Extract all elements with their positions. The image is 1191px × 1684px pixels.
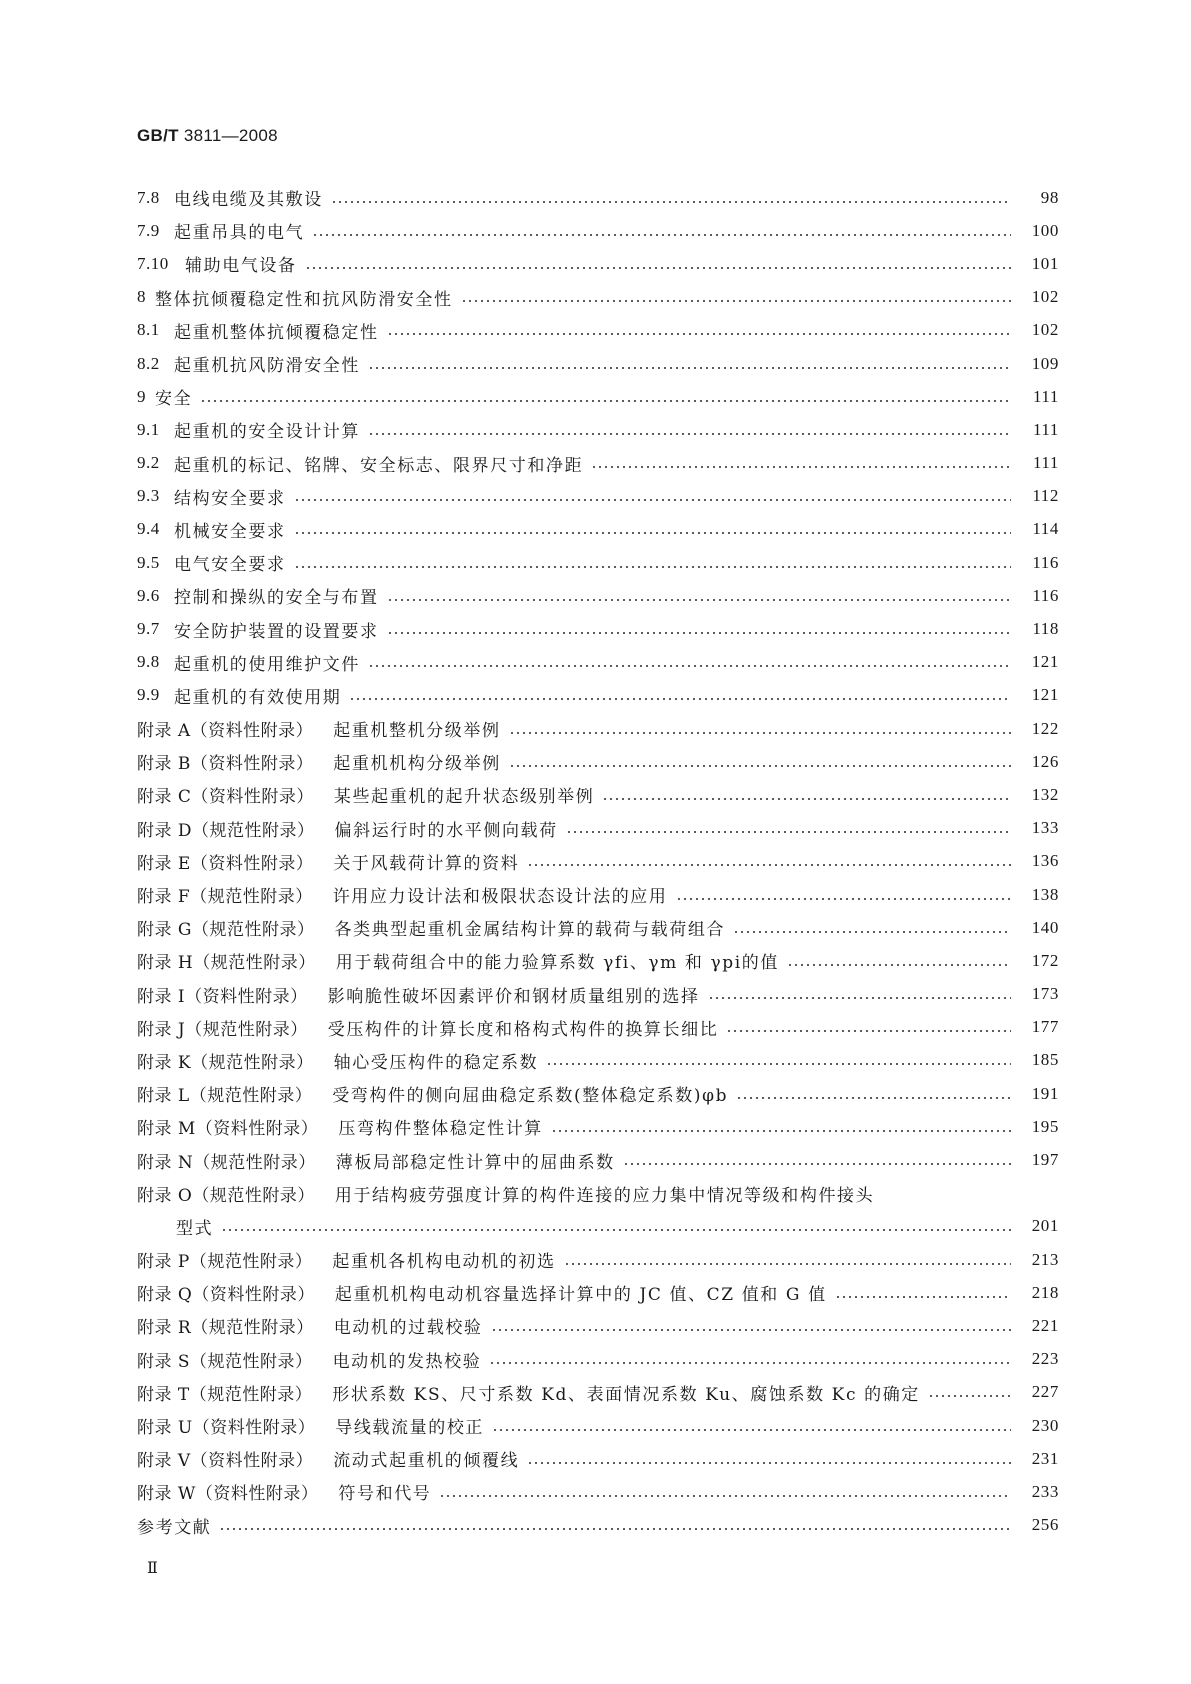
dot-leader [368, 433, 1011, 435]
toc-entry-number: 9.9 [137, 685, 160, 705]
toc-entry-page: 191 [1031, 1083, 1059, 1103]
toc-entry-title: 符号和代号 [338, 1484, 432, 1505]
toc-entry[interactable] [137, 978, 1059, 1011]
toc-entry-title: 控制和操纵的安全与布置 [174, 588, 379, 609]
toc-entry-title: 整体抗倾覆稳定性和抗风防滑安全性 [155, 289, 453, 310]
toc-entry[interactable] [137, 679, 1059, 712]
toc-entry-annex-label: 附录 C（资料性附录） [137, 787, 314, 808]
dot-leader [787, 964, 1011, 966]
toc-entry-number: 9.3 [137, 486, 160, 506]
toc-entry-number: 9.6 [137, 585, 160, 605]
toc-entry[interactable] [137, 413, 1059, 446]
toc-entry-title: 许用应力设计法和极限状态设计法的应用 [332, 887, 668, 908]
toc-entry-page: 230 [1031, 1415, 1059, 1435]
toc-entry-title: 参考文献 [137, 1517, 212, 1538]
toc-entry[interactable] [137, 447, 1059, 480]
dot-leader [387, 632, 1011, 634]
toc-entry-page: 227 [1031, 1382, 1059, 1402]
standard-number: 3811—2008 [183, 126, 278, 145]
toc-entry[interactable] [137, 812, 1059, 845]
dot-leader [726, 1030, 1011, 1032]
toc-entry-title: 偏斜运行时的水平侧向载荷 [334, 820, 558, 841]
toc-entry[interactable] [137, 181, 1059, 214]
toc-entry[interactable] [137, 1376, 1059, 1409]
toc-entry-page: 231 [1031, 1448, 1059, 1468]
toc-entry-page: 126 [1031, 751, 1059, 771]
toc-entry-annex-label: 附录 A（资料性附录） [137, 721, 314, 742]
toc-entry-page: 233 [1031, 1481, 1059, 1501]
toc-entry-number: 7.10 [137, 253, 169, 273]
toc-entry-annex-label: 附录 M（资料性附录） [137, 1119, 319, 1140]
toc-entry-page: 116 [1032, 552, 1059, 572]
toc-entry[interactable] [137, 1509, 1059, 1542]
page-number: Ⅱ [147, 1560, 158, 1577]
toc-entry[interactable] [137, 778, 1059, 811]
toc-entry-page: 138 [1031, 884, 1059, 904]
toc-entry-title: 安全 [155, 389, 193, 410]
toc-entry-page: 195 [1031, 1116, 1059, 1136]
toc-entry-title: 起重吊具的电气 [174, 223, 305, 244]
toc-entry[interactable] [137, 612, 1059, 645]
dot-leader [733, 931, 1011, 933]
dot-leader [491, 1329, 1011, 1331]
toc-entry-number: 9 [137, 386, 146, 406]
dot-leader [551, 1130, 1011, 1132]
toc-entry-annex-label: 附录 O（规范性附录） [137, 1185, 315, 1206]
toc-entry[interactable] [137, 247, 1059, 280]
toc-entry-title: 机械安全要求 [174, 521, 286, 542]
toc-entry[interactable] [137, 1409, 1059, 1442]
toc-entry-title: 形状系数 KS、尺寸系数 Kd、表面情况系数 Ku、腐蚀系数 Kc 的确定 [332, 1384, 920, 1405]
toc-entry[interactable] [137, 1011, 1059, 1044]
toc-entry-annex-label: 附录 P（规范性附录） [137, 1252, 313, 1273]
dot-leader [527, 864, 1011, 866]
toc-entry-page: 218 [1031, 1282, 1059, 1302]
toc-entry[interactable] [137, 281, 1059, 314]
toc-entry-number: 9.2 [137, 453, 160, 473]
dot-leader [331, 201, 1011, 203]
toc-entry-page: 118 [1032, 619, 1059, 639]
table-of-contents [137, 181, 1059, 1542]
toc-entry-title: 起重机整体抗倾覆稳定性 [174, 322, 379, 343]
toc-entry-page: 98 [1040, 187, 1059, 207]
toc-entry-title: 受压构件的计算长度和格构式构件的换算长细比 [327, 1019, 719, 1040]
dot-leader [546, 1063, 1011, 1065]
toc-entry[interactable] [137, 712, 1059, 745]
toc-entry-page: 100 [1031, 220, 1059, 240]
dot-leader [387, 599, 1011, 601]
toc-entry-title: 受弯构件的侧向屈曲稳定系数(整体稳定系数)φb [332, 1086, 729, 1107]
toc-entry-number: 7.9 [137, 220, 160, 240]
toc-entry-number: 9.8 [137, 652, 160, 672]
toc-entry-title: 起重机机构电动机容量选择计算中的 JC 值、CZ 值和 G 值 [334, 1285, 827, 1306]
toc-entry[interactable] [137, 380, 1059, 413]
toc-entry-title: 影响脆性破坏因素评价和钢材质量组别的选择 [327, 986, 700, 1007]
toc-entry-number: 9.1 [137, 419, 160, 439]
toc-entry[interactable] [137, 1210, 1059, 1243]
toc-entry-page: 132 [1031, 784, 1059, 804]
dot-leader [509, 765, 1011, 767]
toc-entry-annex-label: 附录 K（规范性附录） [137, 1052, 314, 1073]
toc-entry-title: 电动机的过载校验 [333, 1318, 483, 1339]
toc-entry-annex-label: 附录 F（规范性附录） [137, 887, 313, 908]
dot-leader [461, 300, 1011, 302]
dot-leader [708, 997, 1011, 999]
dot-leader [602, 798, 1011, 800]
dot-leader [566, 831, 1011, 833]
toc-entry[interactable] [137, 1276, 1059, 1309]
dot-leader [564, 1263, 1011, 1265]
toc-entry-title: 起重机的使用维护文件 [174, 654, 360, 675]
toc-entry-title: 压弯构件整体稳定性计算 [338, 1119, 543, 1140]
toc-entry-number: 9.4 [137, 519, 160, 539]
toc-entry-page: 177 [1031, 1017, 1059, 1037]
toc-entry-annex-label: 附录 E（资料性附录） [137, 853, 314, 874]
toc-entry-title: 起重机的有效使用期 [174, 687, 342, 708]
toc-entry[interactable] [137, 1177, 1059, 1210]
toc-entry-title: 流动式起重机的倾覆线 [333, 1451, 520, 1472]
toc-entry-page: 185 [1031, 1050, 1059, 1070]
dot-leader [312, 234, 1011, 236]
toc-entry-page: 213 [1031, 1249, 1059, 1269]
dot-leader [294, 566, 1011, 568]
toc-entry-annex-label: 附录 Q（资料性附录） [137, 1285, 315, 1306]
toc-entry-page: 101 [1031, 253, 1059, 273]
toc-entry-title: 起重机的标记、铭牌、安全标志、限界尺寸和净距 [174, 455, 584, 476]
dot-leader [527, 1462, 1011, 1464]
toc-entry-number: 9.5 [137, 552, 160, 572]
toc-entry-title: 关于风载荷计算的资料 [333, 853, 520, 874]
toc-entry-title: 各类典型起重机金属结构计算的载荷与载荷组合 [334, 920, 726, 941]
toc-entry-annex-label: 附录 I（资料性附录） [137, 986, 308, 1007]
toc-entry[interactable] [137, 745, 1059, 778]
toc-entry-title: 某些起重机的起升状态级别举例 [333, 787, 595, 808]
dot-leader [623, 1163, 1011, 1165]
toc-entry[interactable] [137, 546, 1059, 579]
toc-entry[interactable] [137, 513, 1059, 546]
toc-entry-page: 197 [1031, 1150, 1059, 1170]
toc-entry-annex-label: 附录 B（资料性附录） [137, 754, 314, 775]
toc-entry-page: 102 [1031, 320, 1059, 340]
toc-entry-page: 122 [1031, 718, 1059, 738]
toc-entry-title: 起重机机构分级举例 [333, 754, 501, 775]
toc-entry[interactable] [137, 1044, 1059, 1077]
toc-entry-page: 136 [1031, 851, 1059, 871]
toc-entry[interactable] [137, 1077, 1059, 1110]
toc-entry-number: 8 [137, 287, 146, 307]
toc-entry-title: 安全防护装置的设置要求 [174, 621, 379, 642]
dot-leader [294, 499, 1011, 501]
toc-entry-title: 起重机抗风防滑安全性 [174, 356, 360, 377]
toc-entry-page: 121 [1031, 685, 1059, 705]
toc-entry-title: 起重机整机分级举例 [333, 721, 501, 742]
toc-entry-page: 172 [1031, 950, 1059, 970]
toc-entry-annex-label: 附录 D（规范性附录） [137, 820, 315, 841]
toc-entry-annex-label: 附录 V（资料性附录） [137, 1451, 314, 1472]
toc-entry-title: 型式 [176, 1218, 214, 1239]
dot-leader [200, 400, 1011, 402]
toc-entry[interactable] [137, 214, 1059, 247]
toc-entry-page: 221 [1031, 1315, 1059, 1335]
toc-entry-page: 256 [1031, 1515, 1059, 1535]
toc-entry-annex-label: 附录 L（规范性附录） [137, 1086, 313, 1107]
toc-entry-title: 辅助电气设备 [185, 256, 297, 277]
dot-leader [305, 267, 1011, 269]
toc-entry[interactable] [137, 878, 1059, 911]
toc-entry-page: 102 [1031, 287, 1059, 307]
document-header [137, 126, 278, 146]
toc-entry-number: 7.8 [137, 187, 160, 207]
toc-entry-title: 薄板局部稳定性计算中的屈曲系数 [335, 1152, 615, 1173]
dot-leader [387, 333, 1011, 335]
dot-leader [492, 1429, 1011, 1431]
dot-leader [591, 466, 1011, 468]
toc-entry-number: 8.1 [137, 320, 160, 340]
toc-entry-title: 用于结构疲劳强度计算的构件连接的应力集中情况等级和构件接头 [334, 1185, 875, 1206]
dot-leader [294, 532, 1011, 534]
toc-entry[interactable] [137, 314, 1059, 347]
toc-entry-title: 起重机的安全设计计算 [174, 422, 360, 443]
standard-prefix: GB/T [137, 126, 179, 145]
toc-entry-page: 133 [1031, 818, 1059, 838]
dot-leader [439, 1495, 1011, 1497]
toc-entry-annex-label: 附录 U（资料性附录） [137, 1418, 316, 1439]
dot-leader [489, 1362, 1011, 1364]
toc-entry[interactable] [137, 1475, 1059, 1508]
toc-entry-page: 112 [1032, 486, 1059, 506]
toc-entry-title: 电动机的发热校验 [332, 1351, 482, 1372]
dot-leader [368, 665, 1011, 667]
toc-entry-page: 111 [1032, 453, 1059, 473]
toc-entry[interactable] [137, 1343, 1059, 1376]
dot-leader [676, 898, 1011, 900]
toc-entry-title: 电气安全要求 [174, 555, 286, 576]
toc-entry[interactable] [137, 1243, 1059, 1276]
dot-leader [736, 1097, 1011, 1099]
toc-entry[interactable] [137, 480, 1059, 513]
toc-entry-page: 111 [1032, 419, 1059, 439]
toc-entry[interactable] [137, 1143, 1059, 1176]
toc-entry-title: 起重机各机构电动机的初选 [332, 1252, 556, 1273]
toc-entry-annex-label: 附录 H（规范性附录） [137, 953, 316, 974]
toc-entry-annex-label: 附录 R（规范性附录） [137, 1318, 314, 1339]
dot-leader [509, 732, 1011, 734]
toc-entry[interactable] [137, 646, 1059, 679]
toc-entry-page: 201 [1031, 1216, 1059, 1236]
toc-entry-annex-label: 附录 W（资料性附录） [137, 1484, 319, 1505]
toc-entry-number: 8.2 [137, 353, 160, 373]
toc-entry-page: 223 [1031, 1349, 1059, 1369]
toc-entry[interactable] [137, 347, 1059, 380]
toc-entry-page: 114 [1032, 519, 1059, 539]
toc-entry-annex-label: 附录 S（规范性附录） [137, 1351, 313, 1372]
toc-entry[interactable] [137, 944, 1059, 977]
toc-entry-annex-label: 附录 J（规范性附录） [137, 1019, 308, 1040]
toc-entry-title: 用于载荷组合中的能力验算系数 γfi、γm 和 γpi的值 [335, 953, 779, 974]
dot-leader [835, 1296, 1011, 1298]
dot-leader [349, 698, 1011, 700]
toc-entry[interactable] [137, 911, 1059, 944]
toc-entry[interactable] [137, 1309, 1059, 1342]
dot-leader [221, 1229, 1011, 1231]
toc-entry-title: 结构安全要求 [174, 488, 286, 509]
toc-entry-title: 电线电缆及其敷设 [174, 190, 323, 211]
toc-entry[interactable] [137, 1442, 1059, 1475]
toc-entry[interactable] [137, 579, 1059, 612]
toc-entry[interactable] [137, 845, 1059, 878]
toc-entry[interactable] [137, 1110, 1059, 1143]
toc-entry-page: 173 [1031, 984, 1059, 1004]
toc-entry-title: 轴心受压构件的稳定系数 [333, 1052, 539, 1073]
toc-entry-page: 121 [1031, 652, 1059, 672]
dot-leader [219, 1528, 1011, 1530]
toc-entry-annex-label: 附录 N（规范性附录） [137, 1152, 316, 1173]
toc-entry-page: 140 [1031, 917, 1059, 937]
toc-entry-number: 9.7 [137, 619, 160, 639]
toc-entry-page: 109 [1031, 353, 1059, 373]
toc-entry-page: 111 [1032, 386, 1059, 406]
toc-entry-title: 导线载流量的校正 [335, 1418, 485, 1439]
toc-entry-page: 116 [1032, 585, 1059, 605]
toc-entry-annex-label: 附录 G（规范性附录） [137, 920, 315, 941]
dot-leader [368, 367, 1011, 369]
toc-entry-annex-label: 附录 T（规范性附录） [137, 1384, 313, 1405]
dot-leader [928, 1395, 1011, 1397]
